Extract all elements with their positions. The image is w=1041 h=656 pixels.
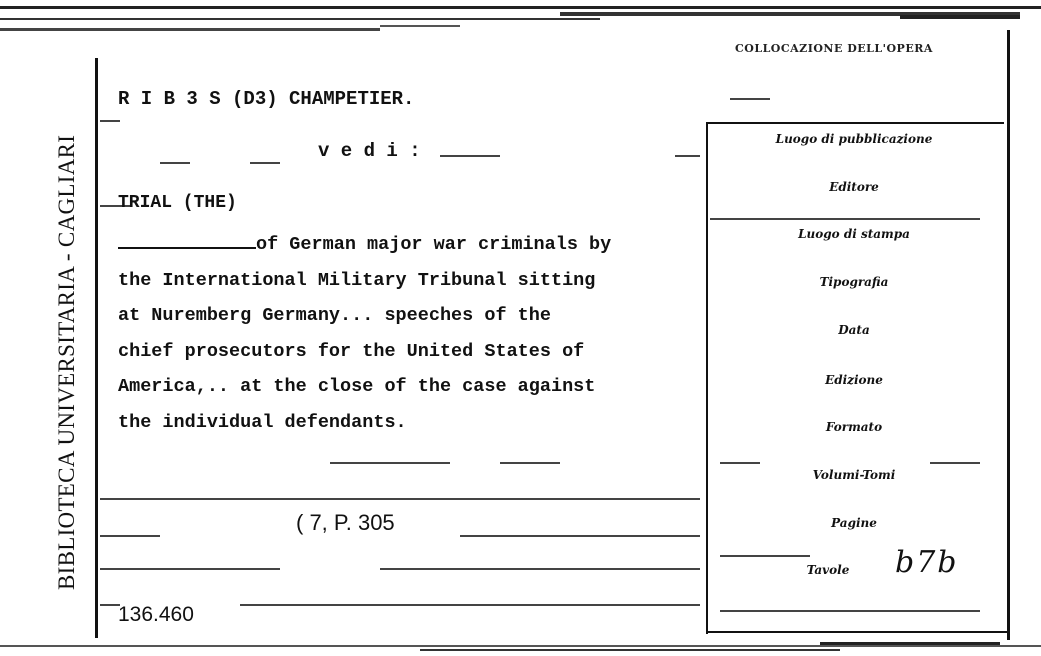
margin-rule bbox=[95, 58, 98, 638]
vedi-label: v e d i : bbox=[318, 140, 421, 162]
collocazione-label: COLLOCAZIONE DELL'OPERA bbox=[735, 42, 933, 55]
rule-line bbox=[380, 568, 700, 570]
field-data: Data bbox=[838, 323, 870, 337]
body-line: of German major war criminals by bbox=[118, 227, 611, 263]
entry-heading: R I B 3 S (D3) CHAMPETIER. bbox=[118, 88, 415, 110]
rule-line bbox=[100, 120, 120, 122]
rule-line bbox=[250, 162, 280, 164]
entry-body bbox=[118, 227, 611, 440]
shelf-number: 136.460 bbox=[118, 603, 194, 626]
rule-line bbox=[100, 498, 700, 500]
rule-line bbox=[720, 462, 760, 464]
library-stamp: BIBLIOTECA UNIVERSITARIA - CAGLIARI bbox=[54, 134, 79, 590]
rule-line bbox=[100, 568, 280, 570]
field-formato: Formato bbox=[825, 420, 883, 434]
field-volumi-tomi: Volumi-Tomi bbox=[812, 468, 896, 482]
rule-line bbox=[460, 535, 700, 537]
body-line: the International Military Tribunal sitting bbox=[118, 269, 596, 291]
box-bottom-edge bbox=[706, 631, 1010, 633]
rule-line bbox=[440, 155, 500, 157]
rule-line bbox=[240, 604, 700, 606]
tavole-handwritten-value: b7b bbox=[895, 545, 959, 580]
field-tavole: Tavole bbox=[806, 563, 850, 577]
rule-line bbox=[100, 604, 120, 606]
entry-title: TRIAL (THE) bbox=[118, 193, 237, 213]
rule-line bbox=[730, 98, 770, 100]
collation-text: ( 7, P. 305 bbox=[296, 510, 395, 535]
box-right-edge bbox=[1007, 30, 1010, 640]
rule-line bbox=[100, 535, 160, 537]
body-line: America,.. at the close of the case against bbox=[118, 376, 596, 397]
field-luogo-stampa: Luogo di stampa bbox=[798, 227, 910, 241]
body-line: at Nuremberg Germany... speeches of the bbox=[118, 305, 551, 326]
title-blank bbox=[118, 233, 256, 249]
rule-line bbox=[720, 555, 810, 557]
rule-line bbox=[330, 462, 450, 464]
rule-line bbox=[160, 162, 190, 164]
body-line: chief prosecutors for the United States of bbox=[118, 340, 585, 362]
field-edizione: Edizione bbox=[825, 373, 883, 387]
field-pagine: Pagine bbox=[831, 516, 877, 530]
rule-line bbox=[500, 462, 560, 464]
field-editore: Editore bbox=[829, 180, 879, 194]
body-line: the individual defendants. bbox=[118, 411, 407, 433]
rule-line bbox=[675, 155, 700, 157]
field-tipografia: Tipografia bbox=[819, 275, 889, 289]
rule-line bbox=[930, 462, 980, 464]
field-luogo-pubblicazione: Luogo di pubblicazione bbox=[775, 132, 933, 146]
rule-line bbox=[710, 218, 980, 220]
top-scan-edge bbox=[0, 0, 1041, 38]
bottom-scan-edge bbox=[0, 640, 1041, 656]
rule-line bbox=[720, 610, 980, 612]
